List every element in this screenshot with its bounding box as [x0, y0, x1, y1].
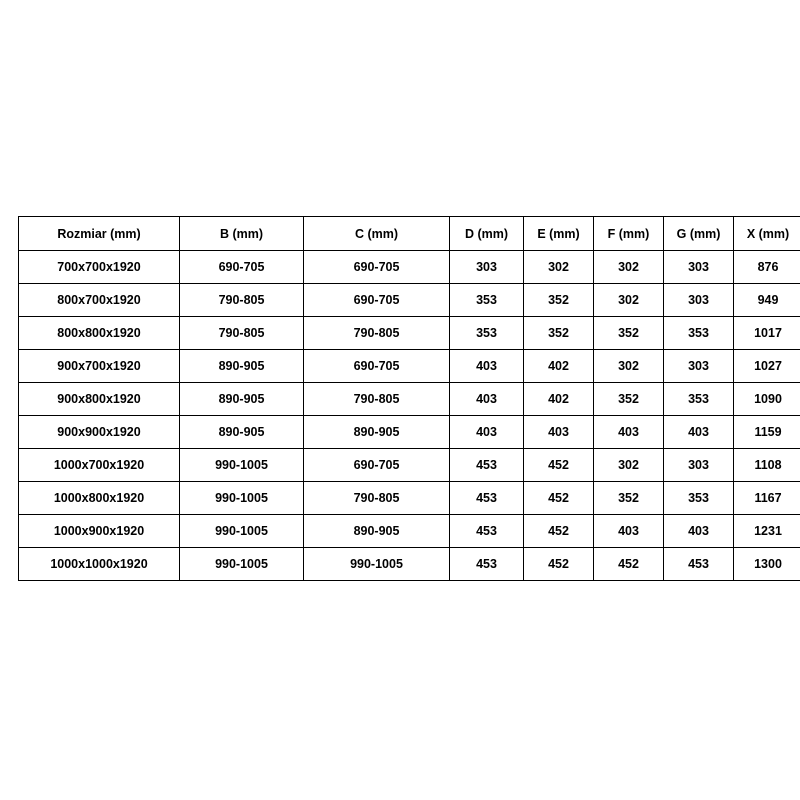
cell-g: 353 [664, 317, 734, 350]
column-header-c: C (mm) [304, 217, 450, 251]
table-row [19, 548, 800, 581]
cell-x: 1090 [734, 383, 800, 416]
cell-c: 790-805 [304, 482, 450, 515]
cell-rozmiar: 700x700x1920 [19, 251, 180, 284]
table-row [19, 449, 800, 482]
cell-b: 790-805 [180, 284, 304, 317]
cell-rozmiar: 800x800x1920 [19, 317, 180, 350]
cell-g: 353 [664, 383, 734, 416]
cell-c: 990-1005 [304, 548, 450, 581]
cell-f: 403 [594, 416, 664, 449]
table-row [19, 482, 800, 515]
cell-rozmiar: 1000x700x1920 [19, 449, 180, 482]
cell-e: 452 [524, 449, 594, 482]
cell-e: 402 [524, 350, 594, 383]
cell-x: 1159 [734, 416, 800, 449]
cell-c: 690-705 [304, 350, 450, 383]
cell-g: 303 [664, 449, 734, 482]
cell-e: 452 [524, 515, 594, 548]
cell-d: 453 [450, 548, 524, 581]
cell-rozmiar: 900x900x1920 [19, 416, 180, 449]
table-row [19, 251, 800, 284]
cell-c: 890-905 [304, 416, 450, 449]
cell-b: 990-1005 [180, 482, 304, 515]
column-header-f: F (mm) [594, 217, 664, 251]
cell-rozmiar: 1000x800x1920 [19, 482, 180, 515]
specification-table [18, 216, 800, 581]
table-row [19, 350, 800, 383]
cell-x: 949 [734, 284, 800, 317]
cell-x: 1017 [734, 317, 800, 350]
cell-x: 1108 [734, 449, 800, 482]
cell-rozmiar: 800x700x1920 [19, 284, 180, 317]
cell-f: 302 [594, 449, 664, 482]
cell-f: 302 [594, 350, 664, 383]
cell-c: 790-805 [304, 317, 450, 350]
cell-b: 890-905 [180, 350, 304, 383]
cell-rozmiar: 900x700x1920 [19, 350, 180, 383]
column-header-d: D (mm) [450, 217, 524, 251]
table-header [19, 217, 800, 251]
cell-c: 790-805 [304, 383, 450, 416]
cell-e: 302 [524, 251, 594, 284]
cell-f: 302 [594, 284, 664, 317]
cell-g: 403 [664, 515, 734, 548]
cell-f: 452 [594, 548, 664, 581]
cell-x: 1167 [734, 482, 800, 515]
cell-b: 990-1005 [180, 548, 304, 581]
cell-c: 690-705 [304, 449, 450, 482]
cell-b: 990-1005 [180, 449, 304, 482]
cell-d: 453 [450, 449, 524, 482]
cell-f: 352 [594, 482, 664, 515]
cell-e: 352 [524, 317, 594, 350]
table-row [19, 317, 800, 350]
cell-e: 452 [524, 482, 594, 515]
cell-f: 403 [594, 515, 664, 548]
cell-f: 352 [594, 383, 664, 416]
cell-x: 876 [734, 251, 800, 284]
cell-e: 352 [524, 284, 594, 317]
cell-f: 352 [594, 317, 664, 350]
cell-d: 453 [450, 482, 524, 515]
table-row [19, 416, 800, 449]
cell-g: 303 [664, 251, 734, 284]
cell-d: 403 [450, 383, 524, 416]
cell-g: 303 [664, 350, 734, 383]
cell-d: 453 [450, 515, 524, 548]
cell-b: 890-905 [180, 416, 304, 449]
cell-rozmiar: 900x800x1920 [19, 383, 180, 416]
cell-c: 890-905 [304, 515, 450, 548]
cell-b: 790-805 [180, 317, 304, 350]
cell-d: 403 [450, 416, 524, 449]
cell-b: 890-905 [180, 383, 304, 416]
cell-e: 402 [524, 383, 594, 416]
cell-c: 690-705 [304, 284, 450, 317]
cell-f: 302 [594, 251, 664, 284]
cell-d: 303 [450, 251, 524, 284]
cell-g: 403 [664, 416, 734, 449]
cell-rozmiar: 1000x1000x1920 [19, 548, 180, 581]
column-header-e: E (mm) [524, 217, 594, 251]
column-header-rozmiar: Rozmiar (mm) [19, 217, 180, 251]
cell-rozmiar: 1000x900x1920 [19, 515, 180, 548]
table-row [19, 284, 800, 317]
cell-d: 353 [450, 284, 524, 317]
cell-x: 1300 [734, 548, 800, 581]
cell-e: 403 [524, 416, 594, 449]
cell-x: 1231 [734, 515, 800, 548]
cell-d: 403 [450, 350, 524, 383]
cell-b: 690-705 [180, 251, 304, 284]
column-header-b: B (mm) [180, 217, 304, 251]
cell-x: 1027 [734, 350, 800, 383]
cell-g: 303 [664, 284, 734, 317]
cell-g: 353 [664, 482, 734, 515]
table-header-row [19, 217, 800, 251]
cell-d: 353 [450, 317, 524, 350]
column-header-g: G (mm) [664, 217, 734, 251]
cell-c: 690-705 [304, 251, 450, 284]
cell-g: 453 [664, 548, 734, 581]
specification-table-container [18, 216, 790, 581]
cell-e: 452 [524, 548, 594, 581]
table-body [19, 251, 800, 581]
cell-b: 990-1005 [180, 515, 304, 548]
column-header-x: X (mm) [734, 217, 800, 251]
table-row [19, 383, 800, 416]
table-row [19, 515, 800, 548]
